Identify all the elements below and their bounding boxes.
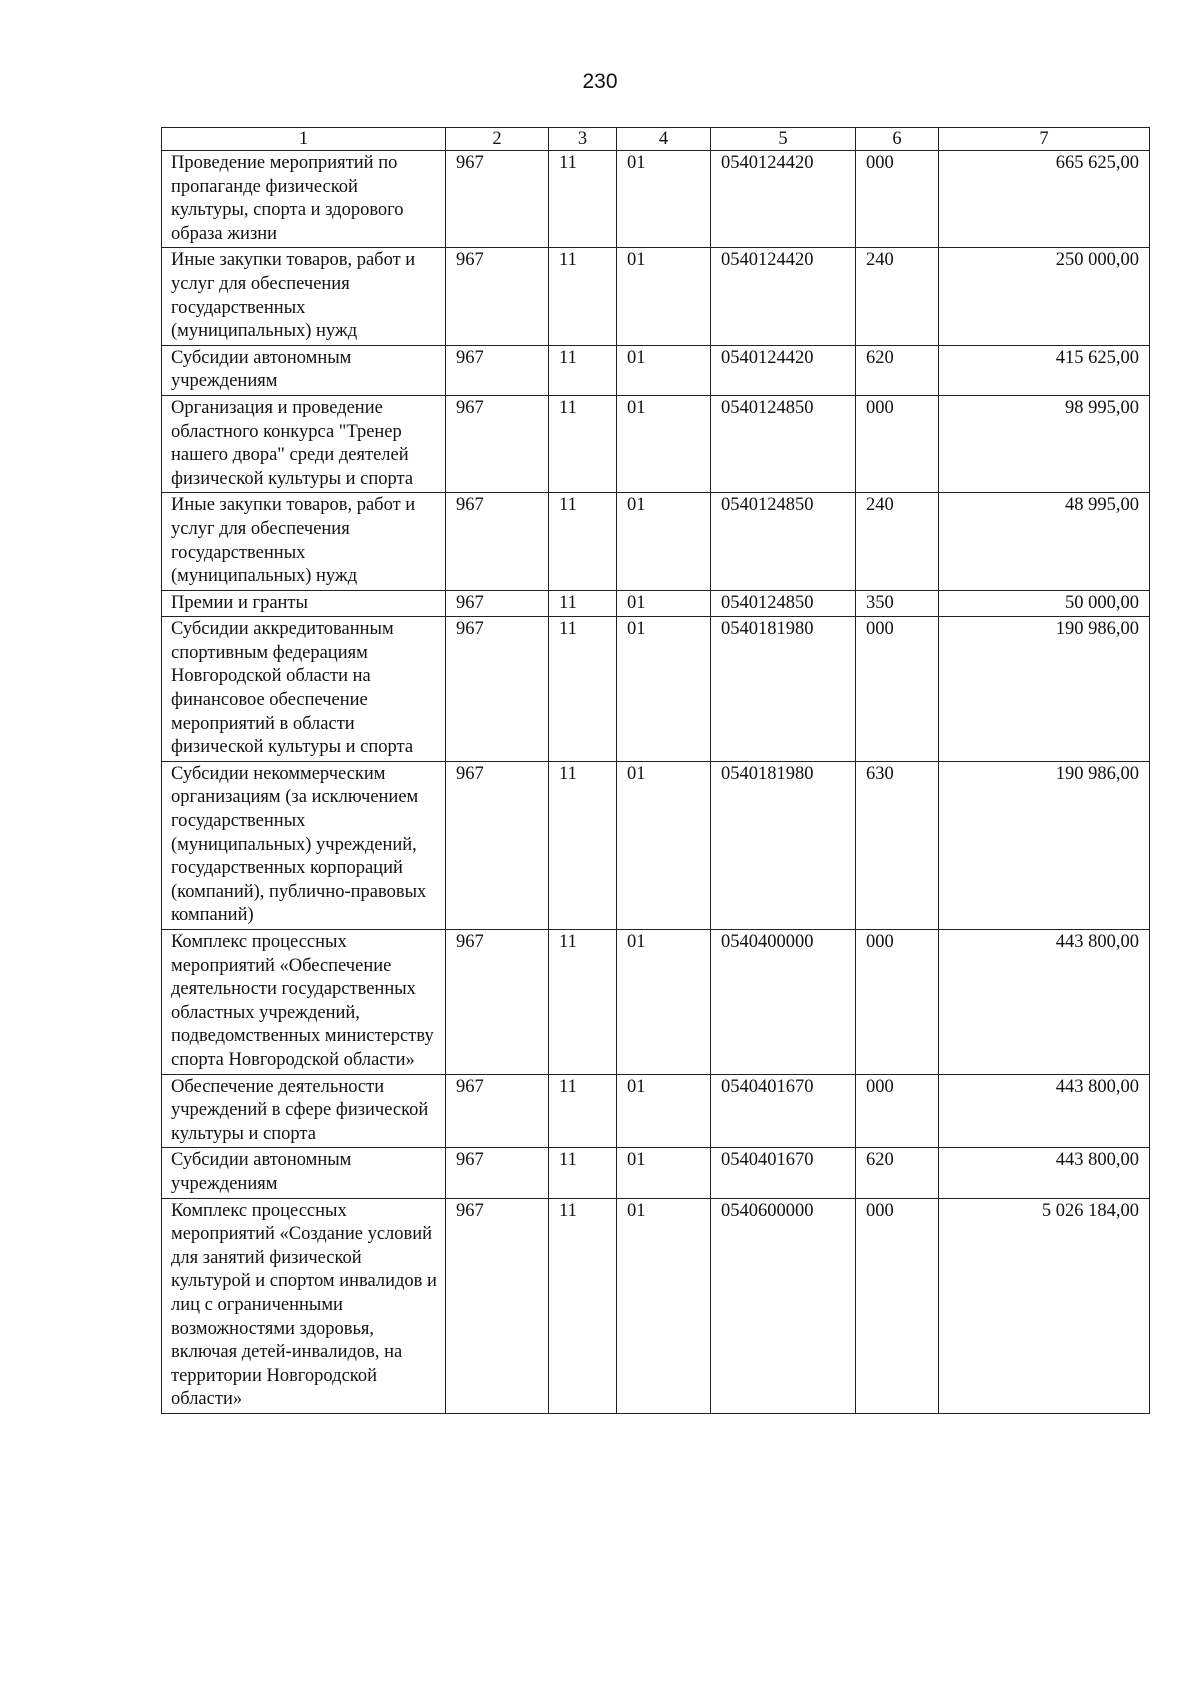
subsection-code-cell: 01	[617, 345, 711, 395]
section-code-cell: 11	[549, 1074, 617, 1148]
subsection-code-cell: 01	[617, 1198, 711, 1413]
table-row	[162, 151, 1150, 248]
item-name-cell: Комплекс процессных мероприятий «Обеспечение деятельности государственных областных учреждений, подведомственных министерству спорта Новгородской области»	[162, 930, 446, 1075]
amount-cell: 98 995,00	[939, 395, 1150, 492]
section-code-cell: 11	[549, 395, 617, 492]
column-header: 6	[856, 128, 939, 151]
grbs-code-cell: 967	[446, 395, 549, 492]
grbs-code-cell: 967	[446, 1074, 549, 1148]
target-article-cell: 0540124850	[711, 395, 856, 492]
expense-type-cell: 240	[856, 493, 939, 590]
item-name-cell: Проведение мероприятий по пропаганде физической культуры, спорта и здорового образа жизни	[162, 151, 446, 248]
table-row	[162, 493, 1150, 590]
item-name-cell: Организация и проведение областного конкурса "Тренер нашего двора" среди деятелей физической культуры и спорта	[162, 395, 446, 492]
table-body	[162, 151, 1150, 1414]
amount-cell: 5 026 184,00	[939, 1198, 1150, 1413]
section-code-cell: 11	[549, 617, 617, 762]
amount-cell: 443 800,00	[939, 930, 1150, 1075]
grbs-code-cell: 967	[446, 930, 549, 1075]
target-article-cell: 0540401670	[711, 1074, 856, 1148]
subsection-code-cell: 01	[617, 248, 711, 345]
grbs-code-cell: 967	[446, 1148, 549, 1198]
target-article-cell: 0540124850	[711, 590, 856, 617]
item-name-cell: Иные закупки товаров, работ и услуг для обеспечения государственных (муниципальных) нужд	[162, 248, 446, 345]
target-article-cell: 0540401670	[711, 1148, 856, 1198]
expense-type-cell: 620	[856, 345, 939, 395]
grbs-code-cell: 967	[446, 761, 549, 929]
amount-cell: 190 986,00	[939, 761, 1150, 929]
section-code-cell: 11	[549, 1148, 617, 1198]
expense-type-cell: 000	[856, 1198, 939, 1413]
expense-type-cell: 620	[856, 1148, 939, 1198]
subsection-code-cell: 01	[617, 1074, 711, 1148]
budget-table	[161, 127, 1150, 1414]
section-code-cell: 11	[549, 493, 617, 590]
column-header: 4	[617, 128, 711, 151]
table-row	[162, 590, 1150, 617]
grbs-code-cell: 967	[446, 151, 549, 248]
section-code-cell: 11	[549, 930, 617, 1075]
item-name-cell: Премии и гранты	[162, 590, 446, 617]
amount-cell: 190 986,00	[939, 617, 1150, 762]
amount-cell: 443 800,00	[939, 1148, 1150, 1198]
column-header: 7	[939, 128, 1150, 151]
amount-cell: 48 995,00	[939, 493, 1150, 590]
expense-type-cell: 000	[856, 930, 939, 1075]
grbs-code-cell: 967	[446, 493, 549, 590]
table-row	[162, 1148, 1150, 1198]
amount-cell: 50 000,00	[939, 590, 1150, 617]
subsection-code-cell: 01	[617, 761, 711, 929]
item-name-cell: Субсидии некоммерческим организациям (за исключением государственных (муниципальных) учреждений, государственных корпораций (компаний), публично-правовых компаний)	[162, 761, 446, 929]
subsection-code-cell: 01	[617, 493, 711, 590]
table-row	[162, 345, 1150, 395]
expense-type-cell: 000	[856, 395, 939, 492]
target-article-cell: 0540124420	[711, 151, 856, 248]
column-header: 3	[549, 128, 617, 151]
item-name-cell: Комплекс процессных мероприятий «Создание условий для занятий физической культурой и спортом инвалидов и лиц с ограниченными возможностями здоровья, включая детей-инвалидов, на территории Новгородской области»	[162, 1198, 446, 1413]
column-header: 1	[162, 128, 446, 151]
subsection-code-cell: 01	[617, 395, 711, 492]
section-code-cell: 11	[549, 1198, 617, 1413]
expense-type-cell: 000	[856, 151, 939, 248]
amount-cell: 250 000,00	[939, 248, 1150, 345]
target-article-cell: 0540181980	[711, 761, 856, 929]
section-code-cell: 11	[549, 590, 617, 617]
table-row	[162, 248, 1150, 345]
amount-cell: 415 625,00	[939, 345, 1150, 395]
item-name-cell: Иные закупки товаров, работ и услуг для обеспечения государственных (муниципальных) нужд	[162, 493, 446, 590]
subsection-code-cell: 01	[617, 1148, 711, 1198]
target-article-cell: 0540181980	[711, 617, 856, 762]
amount-cell: 665 625,00	[939, 151, 1150, 248]
target-article-cell: 0540124420	[711, 248, 856, 345]
section-code-cell: 11	[549, 248, 617, 345]
table-row	[162, 930, 1150, 1075]
section-code-cell: 11	[549, 345, 617, 395]
grbs-code-cell: 967	[446, 617, 549, 762]
grbs-code-cell: 967	[446, 248, 549, 345]
expense-type-cell: 000	[856, 1074, 939, 1148]
item-name-cell: Субсидии аккредитованным спортивным федерациям Новгородской области на финансовое обеспечение мероприятий в области физической культуры и спорта	[162, 617, 446, 762]
grbs-code-cell: 967	[446, 590, 549, 617]
expense-type-cell: 350	[856, 590, 939, 617]
target-article-cell: 0540600000	[711, 1198, 856, 1413]
column-header: 2	[446, 128, 549, 151]
item-name-cell: Субсидии автономным учреждениям	[162, 345, 446, 395]
expense-type-cell: 630	[856, 761, 939, 929]
header-row	[162, 128, 1150, 151]
section-code-cell: 11	[549, 761, 617, 929]
subsection-code-cell: 01	[617, 930, 711, 1075]
amount-cell: 443 800,00	[939, 1074, 1150, 1148]
grbs-code-cell: 967	[446, 1198, 549, 1413]
page-number: 230	[582, 70, 618, 93]
table-row	[162, 1074, 1150, 1148]
item-name-cell: Субсидии автономным учреждениям	[162, 1148, 446, 1198]
item-name-cell: Обеспечение деятельности учреждений в сфере физической культуры и спорта	[162, 1074, 446, 1148]
target-article-cell: 0540124420	[711, 345, 856, 395]
subsection-code-cell: 01	[617, 590, 711, 617]
subsection-code-cell: 01	[617, 617, 711, 762]
expense-type-cell: 240	[856, 248, 939, 345]
table-row	[162, 761, 1150, 929]
table-row	[162, 395, 1150, 492]
table-row	[162, 1198, 1150, 1413]
table-row	[162, 617, 1150, 762]
expense-type-cell: 000	[856, 617, 939, 762]
target-article-cell: 0540400000	[711, 930, 856, 1075]
subsection-code-cell: 01	[617, 151, 711, 248]
target-article-cell: 0540124850	[711, 493, 856, 590]
column-header: 5	[711, 128, 856, 151]
section-code-cell: 11	[549, 151, 617, 248]
grbs-code-cell: 967	[446, 345, 549, 395]
